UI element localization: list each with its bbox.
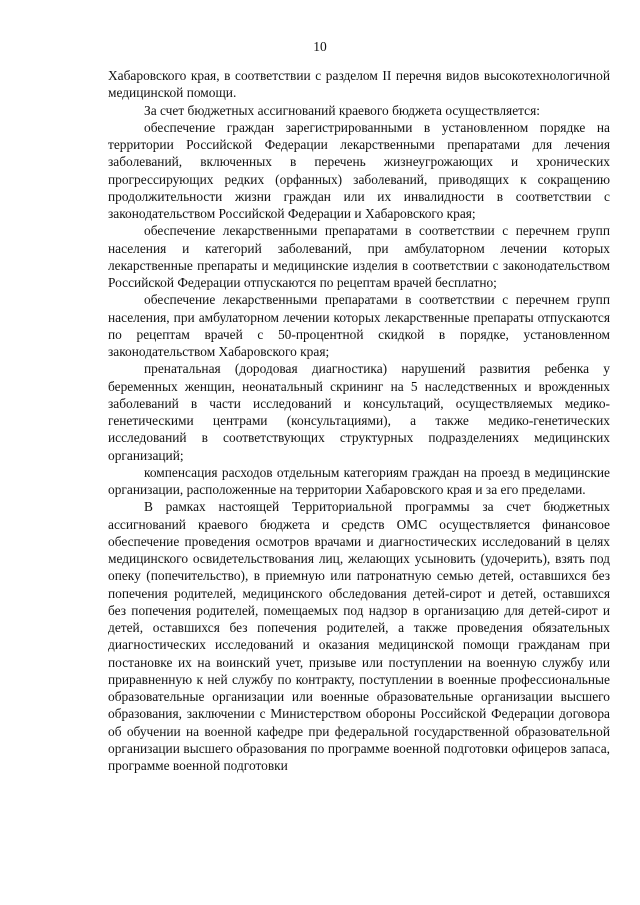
page-number: 10 — [313, 39, 327, 54]
paragraph-continuation: Хабаровского края, в соответствии с разделом II перечня видов высокотехнологичной медицинской помощи. — [108, 68, 610, 101]
paragraph-discount-drugs: обеспечение лекарственными препаратами в соответствии с перечнем групп населения, при амбулаторном лечении которых лекарственные препараты отпускаются по рецептам врачей с 50-процентной скидкой в порядке, установленном законодательством Хабаровского края; — [108, 292, 610, 359]
paragraph-orphan-drugs: обеспечение граждан зарегистрированными в установленном порядке на территории Российской Федерации лекарственными препаратами для лечения заболеваний, включенных в перечень жизнеугрожающих и хронических прогрессирующих редких (орфанных) заболеваний, приводящих к сокращению продолжительности жизни граждан или их инвалидности в соответствии с законодательством Российской Федерации и Хабаровского края; — [108, 119, 610, 221]
document-body — [108, 67, 610, 774]
paragraph-travel-compensation: компенсация расходов отдельным категориям граждан на проезд в медицинские организации, расположенные на территории Хабаровского края и за его пределами. — [108, 464, 610, 497]
paragraph-prenatal-diagnostics: пренатальная (дородовая диагностика) нарушений развития ребенка у беременных женщин, неонатальный скрининг на 5 наследственных и врожденных заболеваний в части исследований и консультаций, осуществляемых медико-генетическими центрами (консультациями), а также медико-генетических исследований в соответствующих структурных подразделениях медицинских организаций; — [108, 361, 610, 463]
paragraph-territorial-program: В рамках настоящей Территориальной программы за счет бюджетных ассигнований краевого бюджета и средств ОМС осуществляется финансовое обеспечение проведения осмотров врачами и диагностических исследований в целях медицинского освидетельствования лиц, желающих усыновить (удочерить), взять под опеку (попечительство), в приемную или патронатную семью детей, оставшихся без попечения родителей, медицинского обследования детей-сирот и детей, оставшихся без попечения родителей, помещаемых под надзор в организацию для детей-сирот и детей, оставшихся без попечения родителей, а также проведения обязательных диагностических исследований и оказания медицинской помощи гражданам при постановке их на воинский учет, призыве или поступлении на военную службу или приравненную к ней службу по контракту, поступлении в военные профессиональные образовательные организации или военные образовательные организации высшего образования, заключении с Министерством обороны Российской Федерации договора об обучении на военной кафедре при федеральной государственной образовательной организации высшего образования по программе военной подготовки офицеров запаса, программе военной подготовки — [108, 499, 610, 773]
paragraph-free-drugs: обеспечение лекарственными препаратами в соответствии с перечнем групп населения и категорий заболеваний, при амбулаторном лечении которых лекарственные препараты и медицинские изделия в соответствии с законодательством Российской Федерации отпускаются по рецептам врачей бесплатно; — [108, 223, 610, 290]
paragraph-budget-intro: За счет бюджетных ассигнований краевого бюджета осуществляется: — [144, 102, 540, 118]
